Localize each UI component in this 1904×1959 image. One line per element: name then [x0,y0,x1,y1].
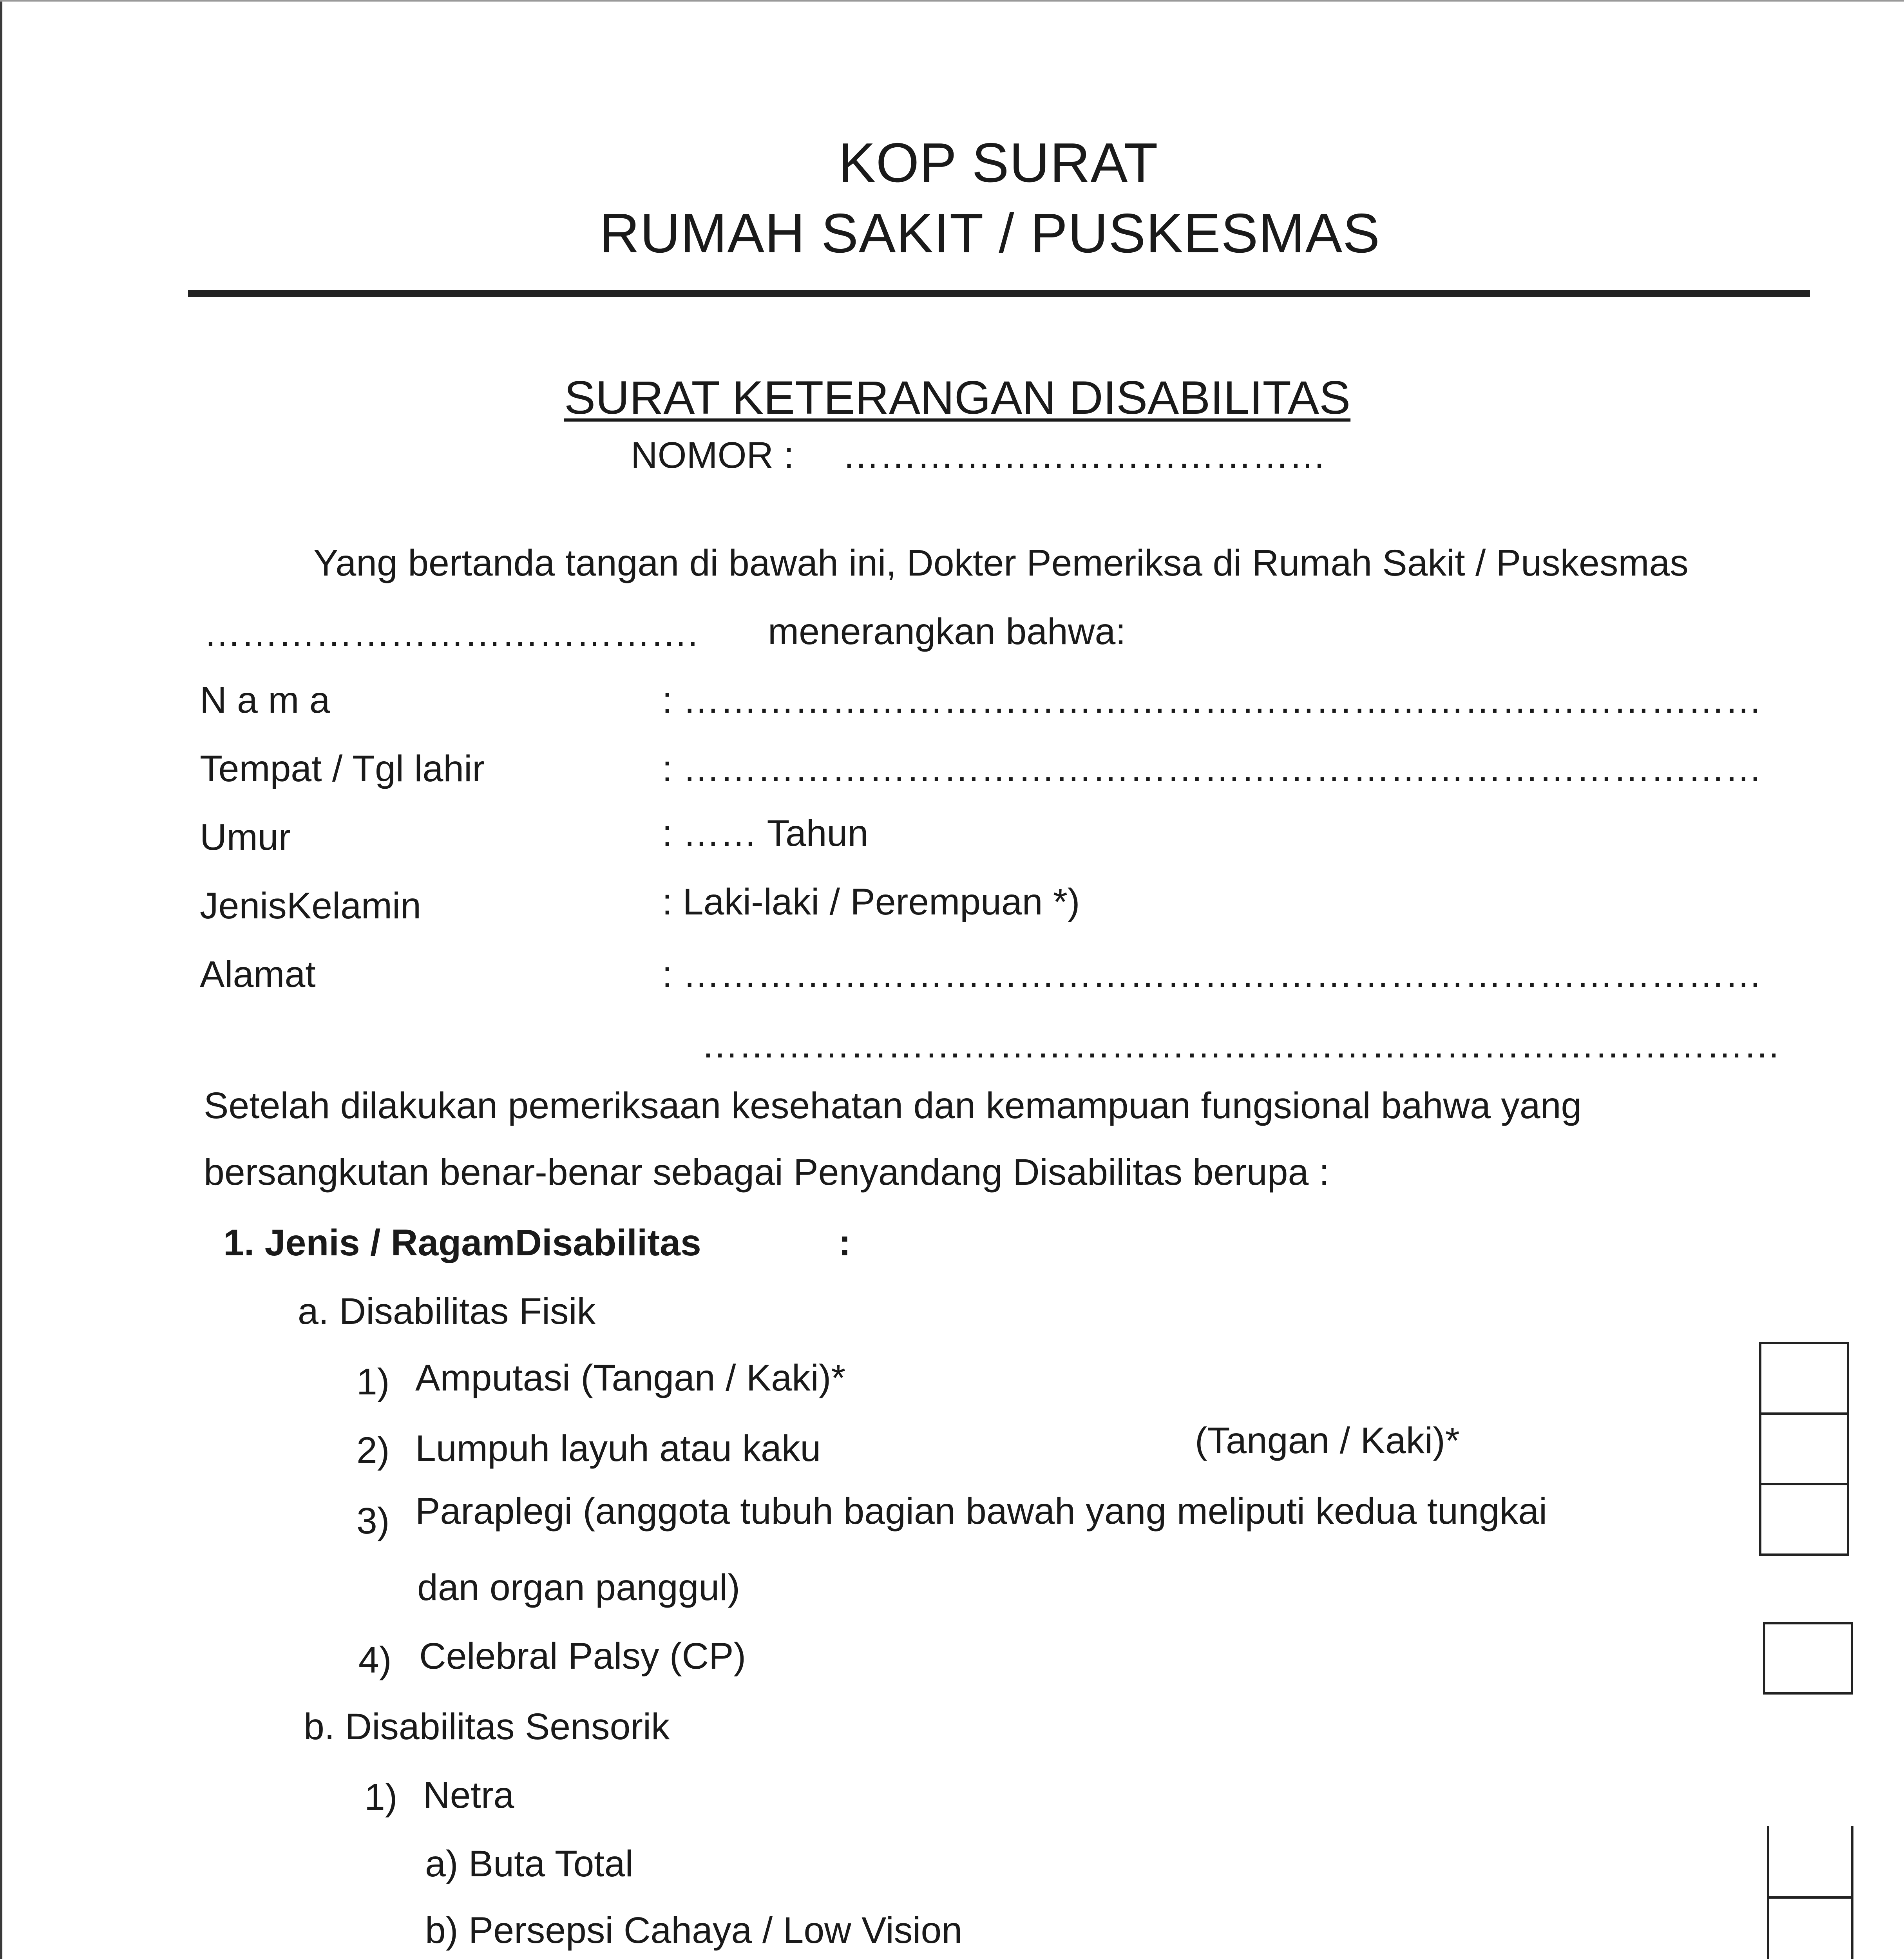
field-label-ttl: Tempat / Tgl lahir [200,748,485,789]
checkbox-paraplegi[interactable] [1759,1483,1849,1556]
fisik-item-num: 2) [357,1430,390,1471]
fisik-item-text: Celebral Palsy (CP) [419,1635,746,1677]
intro-dots: …………………………………. [204,613,698,654]
field-value-jenis-kelamin: : Laki-laki / Perempuan *) [662,881,1080,923]
sensorik-heading: b. Disabilitas Sensorik [304,1706,670,1747]
statement-line2: bersangkutan benar-benar sebagai Penyandang Disabilitas berupa : [204,1152,1330,1193]
netra-sub-item: a) Buta Total [425,1843,633,1885]
netra-text: Netra [423,1774,514,1816]
fisik-item-text: Lumpuh layuh atau kaku [415,1428,821,1469]
field-label-umur: Umur [200,817,291,858]
fisik-item-text: Paraplegi (anggota tubuh bagian bawah yang meliputi kedua tungkai [415,1490,1547,1532]
section1-label: 1. Jenis / RagamDisabilitas [223,1222,701,1264]
fisik-item-extra: (Tangan / Kaki)* [1195,1420,1460,1461]
checkbox-lumpuh[interactable] [1759,1412,1849,1485]
field-label-nama: N a m a [200,679,330,721]
intro-line1: Yang bertanda tangan di bawah ini, Dokter Pemeriksa di Rumah Sakit / Puskesmas [313,542,1689,584]
netra-num: 1) [364,1776,398,1818]
scan-edge-top [0,0,1904,2]
checkbox-amputasi[interactable] [1759,1342,1849,1415]
section1-colon: : [838,1222,851,1264]
fisik-item-num: 4) [358,1639,392,1681]
kop-line1: KOP SURAT [838,132,1158,194]
letterhead-rule [188,290,1810,297]
nomor-label: NOMOR : [631,435,794,476]
fisik-item-cont: dan organ panggul) [417,1567,740,1608]
fisik-item-text: Amputasi (Tangan / Kaki)* [415,1357,846,1399]
field-value-alamat-line2: …………………………………………………………………………… [701,1024,1781,1066]
checkbox-celebral-palsy[interactable] [1763,1622,1853,1695]
fisik-item-num: 1) [357,1361,390,1403]
fisik-heading: a. Disabilitas Fisik [298,1291,596,1332]
kop-line2: RUMAH SAKIT / PUSKESMAS [599,202,1381,264]
checkbox-low-vision[interactable] [1767,1896,1853,1959]
netra-sub-item: b) Persepsi Cahaya / Low Vision [425,1910,963,1951]
intro-line2: menerangkan bahwa: [768,611,1126,652]
statement-line1: Setelah dilakukan pemeriksaan kesehatan dan kemampuan fungsional bahwa yang [204,1085,1582,1126]
field-value-umur: : …… Tahun [662,813,869,854]
scan-edge [0,0,2,1959]
field-value-ttl: : …………………………………………………………………………… [662,748,1762,789]
document-title: SURAT KETERANGAN DISABILITAS [564,371,1351,424]
checkbox-buta-total[interactable] [1767,1826,1853,1899]
nomor-dots: ………………………………… [842,435,1326,476]
field-value-alamat: : …………………………………………………………………………… [662,954,1762,995]
field-label-alamat: Alamat [200,954,316,995]
field-label-jenis-kelamin: JenisKelamin [200,885,421,927]
fisik-item-num: 3) [357,1500,390,1542]
field-value-nama: : …………………………………………………………………………… [662,679,1762,721]
